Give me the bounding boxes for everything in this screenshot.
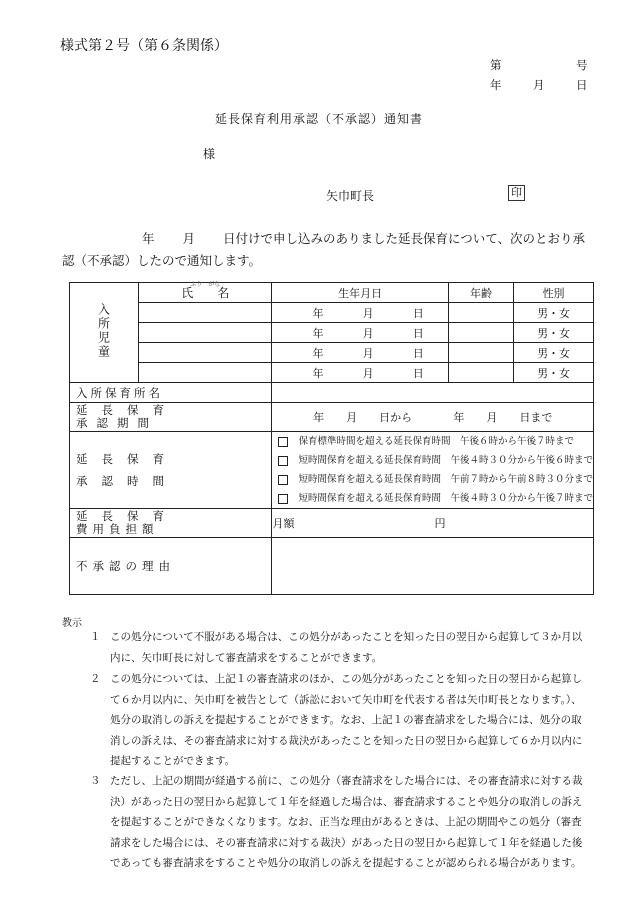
intro-month: 月 (182, 231, 196, 246)
date-day: 日 (576, 78, 588, 92)
period-from: 年 月 日から (313, 411, 413, 424)
birth-date-cell[interactable]: 年 月 日 (272, 323, 448, 343)
nursery-name-cell[interactable] (272, 383, 594, 403)
issuer-name: 矢巾町長 (326, 189, 375, 203)
doc-no-prefix: 第 (490, 58, 502, 72)
table-row (70, 363, 594, 383)
document-title: 延長保育利用承認（不承認）通知書 (215, 112, 424, 126)
checkbox-icon[interactable] (278, 456, 288, 466)
notes-heading: 教示 (62, 618, 82, 629)
time-options-cell (272, 432, 594, 509)
age-cell[interactable] (448, 363, 513, 383)
period-to: 年 月 日まで (453, 411, 553, 424)
child-name-cell[interactable] (139, 363, 272, 383)
intro-year: 年 (142, 231, 155, 246)
age-cell[interactable] (448, 343, 513, 363)
time-label: 延長保育 承認時間 (70, 432, 272, 509)
age-cell[interactable] (448, 323, 513, 343)
time-option-1[interactable]: 保育標準時間を超える延長保育時間 午後６時から午後７時まで (272, 432, 593, 451)
seal-mark: 印 (508, 185, 525, 201)
time-option-3[interactable]: 短時間保育を超える延長保育時間 午前７時から午前８時３０分まで (272, 470, 593, 489)
time-option-4[interactable]: 短時間保育を超える延長保育時間 午後４時３０分から午後７時まで (272, 489, 593, 508)
fee-cell[interactable] (272, 509, 594, 538)
checkbox-icon[interactable] (278, 437, 288, 447)
addressee-suffix: 様 (203, 147, 216, 161)
application-table (69, 282, 594, 595)
name-header: ふり がな 氏 名 (139, 283, 272, 303)
form-number: 様式第２号（第６条関係） (60, 38, 228, 54)
gender-cell[interactable]: 男・女 (514, 343, 594, 363)
note-item: ３ ただし、上記の期間が経過する前に、この処分（審査請求をした場合には、その審査請求に対する裁決）があった日の翌日から起算して１年を経過した場合は、審査請求することや処分の取消しの訴えを提起することができなくなります。なお、正当な理由があるときは、上記の期間やこの処分（審査請求をした場合には、その審査請求に対する裁決）があった日の翌日から起算して１年を経過した後であっても審査請求をすることや処分の取消しの訴えを提起することが認められる場合があります。 (90, 775, 583, 869)
gender-cell[interactable]: 男・女 (514, 323, 594, 343)
reason-cell[interactable] (272, 538, 594, 595)
child-section-label: 入所児童 (70, 283, 139, 383)
gender-cell[interactable]: 男・女 (514, 363, 594, 383)
reason-label: 不承認の理由 (70, 538, 272, 595)
note-item: ２ この処分については、上記１の審査請求のほか、この処分があったことを知った日の翌日から起算して６か月以内に、矢巾町を被告として（訴訟において矢巾町を代表する者は矢巾町長となります。）、処分の取消しの訴えを提起することができます。なお、上記１の審査請求をした場合には、処分の取消しの訴えは、その審査請求に対する裁決があったことを知った日の翌日から起算して６か月以内に提起することができます。 (90, 673, 583, 767)
fee-label: 延長保育 費用負担額 (70, 509, 272, 538)
child-name-cell[interactable] (139, 303, 272, 323)
doc-no-suffix: 号 (576, 58, 588, 72)
birth-header: 生年月日 (272, 283, 448, 303)
period-label: 延長保育 承認期間 (70, 403, 272, 432)
period-cell[interactable] (272, 403, 594, 432)
table-row (70, 343, 594, 363)
birth-date-cell[interactable]: 年 月 日 (272, 303, 448, 323)
note-item: １ この処分について不服がある場合は、この処分があったことを知った日の翌日から起算して３か月以内に、矢巾町長に対して審査請求をすることができます。 (90, 631, 583, 664)
date-month: 月 (533, 78, 545, 92)
nursery-label: 入所保育所名 (70, 383, 272, 403)
name-ruby: ふり がな (190, 281, 221, 288)
gender-cell[interactable]: 男・女 (514, 303, 594, 323)
age-cell[interactable] (448, 303, 513, 323)
table-row (70, 303, 594, 323)
child-name-cell[interactable] (139, 323, 272, 343)
child-name-cell[interactable] (139, 343, 272, 363)
table-row (70, 323, 594, 343)
checkbox-icon[interactable] (278, 494, 288, 504)
birth-date-cell[interactable]: 年 月 日 (272, 363, 448, 383)
intro-text: 日付けで申し込みのありました延長保育について、次のとおり承認（不承認）したので通知します。 (62, 231, 586, 268)
birth-date-cell[interactable]: 年 月 日 (272, 343, 448, 363)
intro-paragraph (62, 228, 594, 272)
fee-yen: 円 (434, 517, 446, 530)
fee-monthly: 月額 (272, 517, 295, 530)
time-option-2[interactable]: 短時間保育を超える延長保育時間 午後４時３０分から午後６時まで (272, 451, 593, 470)
checkbox-icon[interactable] (278, 475, 288, 485)
age-header: 年齢 (448, 283, 513, 303)
date-year: 年 (490, 78, 502, 92)
gender-header: 性別 (514, 283, 594, 303)
